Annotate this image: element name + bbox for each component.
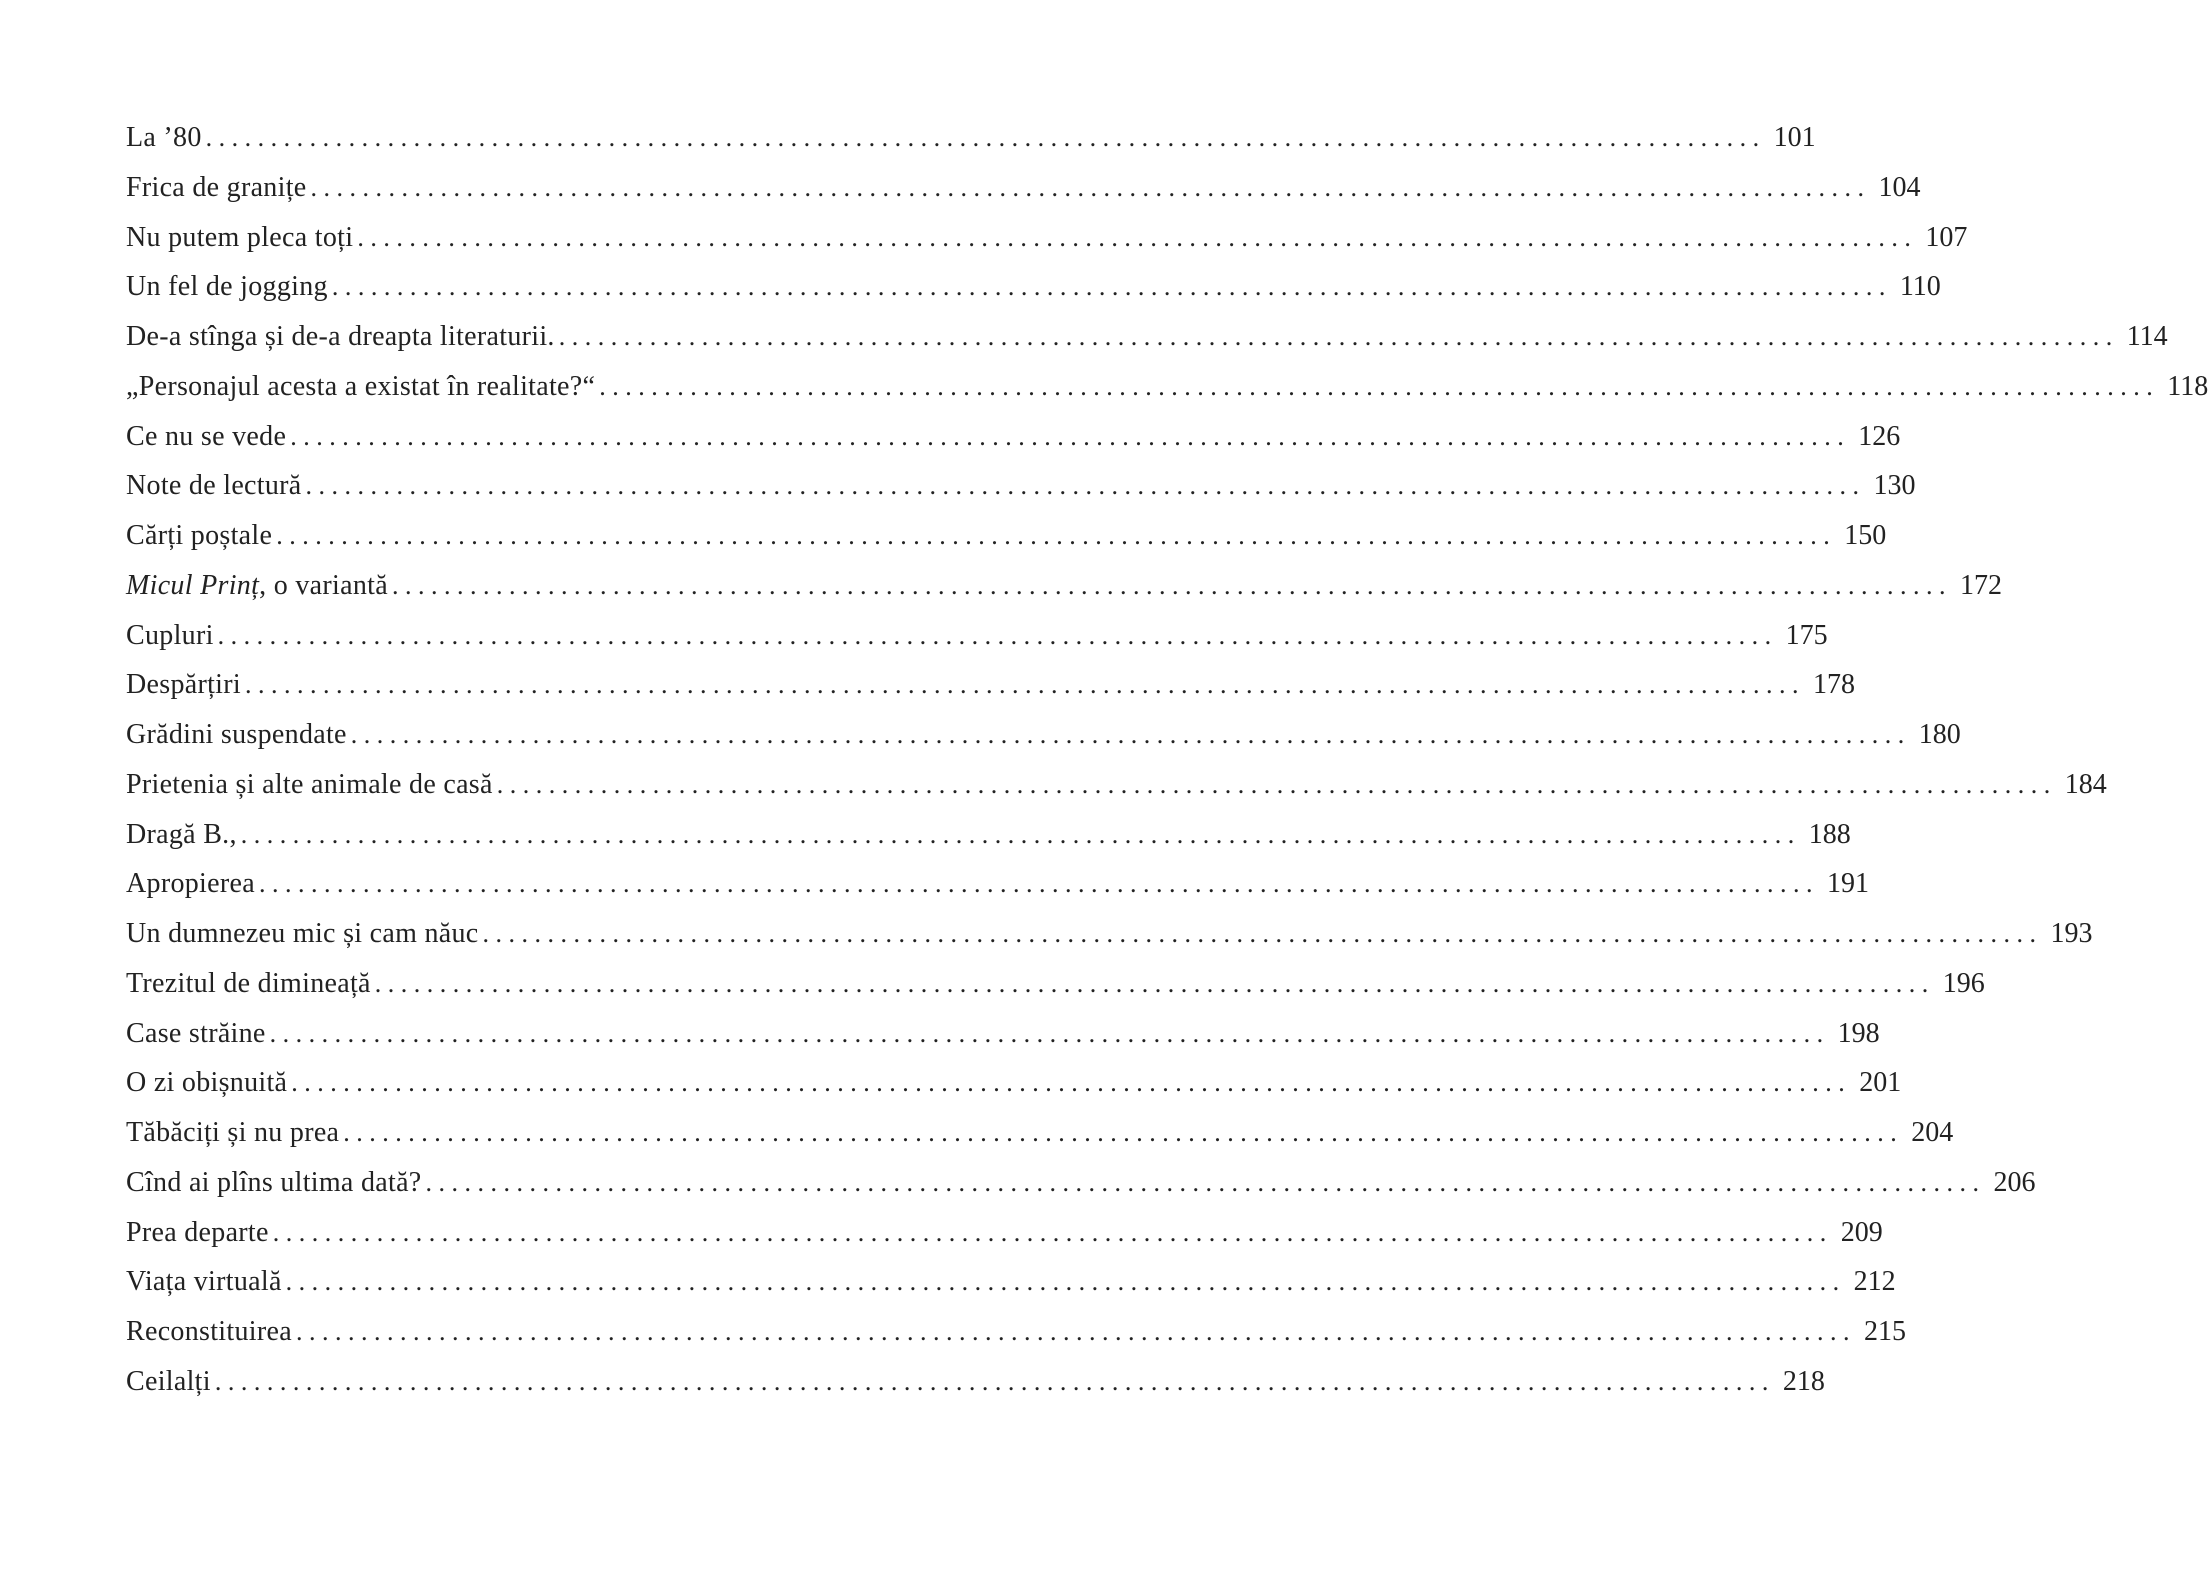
toc-entry-page: 191 <box>1826 868 1869 900</box>
dot-leader: ........................................................................................................................ <box>350 720 1911 749</box>
toc-entry-page: 130 <box>1873 470 1916 502</box>
toc-entry-title: Reconstituirea <box>126 1316 292 1347</box>
toc-entry-title: Note de lectură <box>126 470 302 502</box>
toc-entry-title: Tăbăciți și nu prea <box>126 1117 340 1148</box>
toc-entry-title: Frica de granițe <box>126 171 307 203</box>
toc-entry <box>126 909 2093 959</box>
toc-entry-page: 175 <box>1785 619 1828 651</box>
toc-entry <box>126 1257 1896 1307</box>
dot-leader: ........................................................................................................................ <box>291 1068 1852 1098</box>
toc-entry-page: 204 <box>1911 1117 1954 1148</box>
dot-leader: ........................................................................................................................ <box>482 919 2043 948</box>
toc-entry <box>126 1357 1825 1407</box>
dot-leader: ........................................................................................................................ <box>217 620 1778 650</box>
toc-entry <box>126 611 1828 661</box>
toc-entry-page: 209 <box>1840 1216 1883 1248</box>
toc-entry-title: La ’80 <box>126 122 202 153</box>
toc-entry-page: 172 <box>1959 569 2002 601</box>
dot-leader: ........................................................................................................................ <box>285 1267 1846 1297</box>
toc-entry-page: 215 <box>1863 1316 1906 1347</box>
toc-entry <box>126 511 1887 561</box>
toc-entry-page: 201 <box>1859 1067 1902 1099</box>
toc-entry-title: Ceilalți <box>126 1365 211 1397</box>
toc-entry <box>126 810 1851 860</box>
toc-entry-title: Un fel de jogging <box>126 271 328 303</box>
dot-leader: ........................................................................................................................ <box>272 1217 1833 1247</box>
dot-leader: ........................................................................................................................ <box>374 968 1935 998</box>
toc-entry-page: 110 <box>1899 271 1941 303</box>
toc-entry-page: 193 <box>2050 918 2093 949</box>
toc-entry-title-rest: , o variantă <box>259 569 388 601</box>
toc-entry <box>126 1009 1880 1059</box>
dot-leader: ........................................................................................................................ <box>290 421 1851 451</box>
toc-entry <box>126 213 1968 263</box>
toc-entry <box>126 859 1869 909</box>
toc-entry-title <box>126 561 392 611</box>
toc-entry-title: Prea departe <box>126 1216 269 1248</box>
toc-entry-page: 150 <box>1844 520 1887 551</box>
toc-entry <box>126 1158 2036 1208</box>
toc-entry <box>126 959 1985 1009</box>
toc-entry-page: 178 <box>1812 669 1855 701</box>
dot-leader: ........................................................................................................................ <box>310 172 1871 202</box>
toc-entry-title: Cupluri <box>126 619 214 651</box>
toc-entry-title: Dragă B., <box>126 818 237 850</box>
toc-entry <box>126 660 1855 710</box>
dot-leader: ........................................................................................................................ <box>425 1167 1986 1197</box>
toc-entry-title: Nu putem pleca toți <box>126 221 354 253</box>
toc-entry <box>126 362 2208 412</box>
toc-entry-title: Ce nu se vede <box>126 420 287 452</box>
toc-entry <box>126 461 1916 511</box>
dot-leader: ........................................................................................................................ <box>276 521 1837 550</box>
dot-leader: ........................................................................................................................ <box>357 222 1918 252</box>
toc-entry-title: Despărțiri <box>126 669 241 701</box>
toc-entry <box>126 312 2168 362</box>
dot-leader: ........................................................................................................................ <box>558 322 2119 351</box>
dot-leader: ........................................................................................................................ <box>240 819 1801 849</box>
dot-leader: ........................................................................................................................ <box>305 471 1866 501</box>
toc-entry <box>126 262 1941 312</box>
toc-entry-title: Viața virtuală <box>126 1266 282 1298</box>
toc-entry-page: 198 <box>1837 1017 1880 1049</box>
toc-entry <box>126 1307 1906 1357</box>
toc-entry <box>126 760 2107 810</box>
toc-entry-title: Case străine <box>126 1017 266 1049</box>
toc-entry-page: 101 <box>1773 122 1816 153</box>
toc-entry-page: 114 <box>2126 321 2168 352</box>
dot-leader: ........................................................................................................................ <box>269 1018 1830 1048</box>
toc-entry-page: 196 <box>1942 967 1985 999</box>
toc-entry-title: „Personajul acesta a existat în realitate?“ <box>126 370 596 402</box>
toc-entry-title: Un dumnezeu mic și cam năuc <box>126 918 479 949</box>
toc-entry-page: 126 <box>1858 420 1901 452</box>
toc-entry-page: 118 <box>2167 370 2208 402</box>
toc-entry <box>126 1058 1902 1108</box>
toc-entry-title: Grădini suspendate <box>126 719 347 750</box>
table-of-contents <box>126 113 2208 1407</box>
dot-leader: ........................................................................................................................ <box>391 570 1952 600</box>
toc-entry-page: 206 <box>1993 1166 2036 1198</box>
toc-entry-title: Prietenia și alte animale de casă <box>126 768 493 800</box>
toc-entry-title: Cărți poștale <box>126 520 273 551</box>
toc-entry-page: 107 <box>1925 221 1968 253</box>
toc-entry-title: Trezitul de dimineață <box>126 967 371 999</box>
toc-entry-title-italic: Micul Prinț <box>126 569 260 601</box>
toc-entry-page: 188 <box>1808 818 1851 850</box>
toc-entry-title: O zi obișnuită <box>126 1067 288 1099</box>
dot-leader: ........................................................................................................................ <box>205 123 1766 152</box>
dot-leader: ........................................................................................................................ <box>599 371 2160 401</box>
toc-entry-title: Cînd ai plîns ultima dată? <box>126 1166 422 1198</box>
toc-entry <box>126 1208 1883 1258</box>
toc-entry <box>126 710 1961 760</box>
toc-entry-title: De-a stînga și de-a dreapta literaturii. <box>126 321 555 352</box>
toc-entry-page: 180 <box>1918 719 1961 750</box>
dot-leader: ........................................................................................................................ <box>214 1366 1775 1396</box>
toc-entry-page: 212 <box>1853 1266 1896 1298</box>
toc-entry <box>126 561 2002 611</box>
dot-leader: ........................................................................................................................ <box>258 869 1819 899</box>
toc-entry <box>126 163 1921 213</box>
toc-entry <box>126 1108 1954 1158</box>
dot-leader: ........................................................................................................................ <box>343 1118 1904 1147</box>
dot-leader: ........................................................................................................................ <box>244 670 1805 700</box>
toc-entry <box>126 412 1901 462</box>
toc-entry-page: 104 <box>1878 171 1921 203</box>
dot-leader: ........................................................................................................................ <box>496 769 2057 799</box>
dot-leader: ........................................................................................................................ <box>295 1317 1856 1346</box>
toc-entry-page: 184 <box>2064 768 2107 800</box>
toc-entry <box>126 113 1816 163</box>
toc-entry-title: Apropierea <box>126 868 255 900</box>
toc-entry-page: 218 <box>1782 1365 1825 1397</box>
dot-leader: ........................................................................................................................ <box>331 272 1892 302</box>
